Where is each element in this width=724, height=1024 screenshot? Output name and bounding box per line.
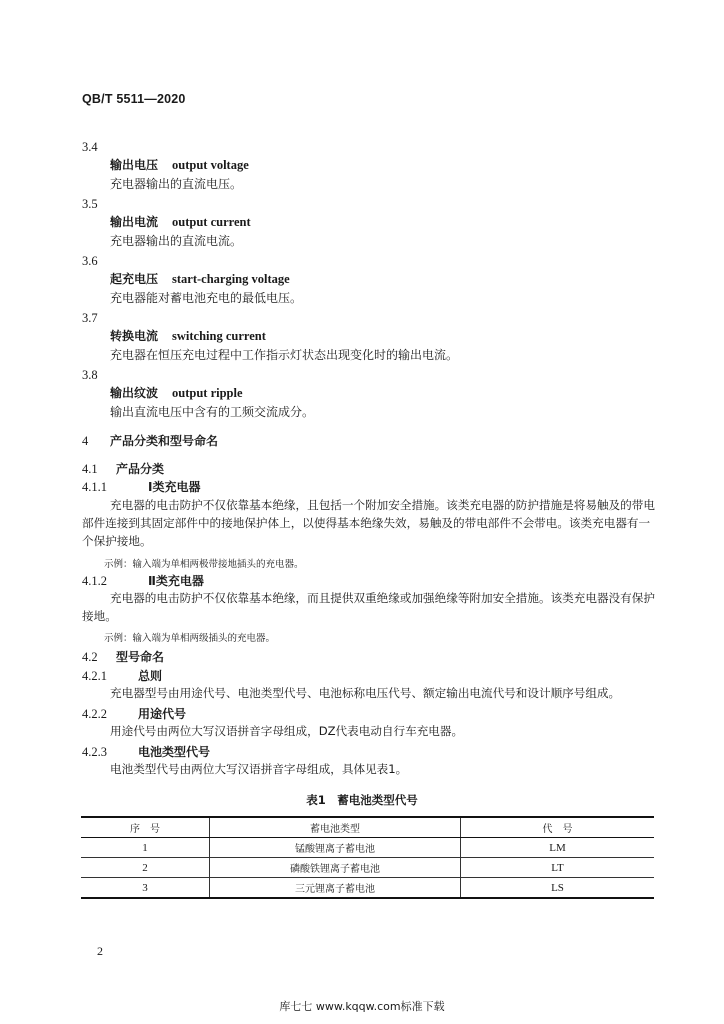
- clause-paragraph: 用途代号由两位大写汉语拼音字母组成，DZ代表电动自行车充电器。: [110, 724, 464, 738]
- term-number: 3.8: [82, 368, 98, 382]
- battery-type-table: [81, 816, 654, 899]
- clause-paragraph: 充电器的电击防护不仅依靠基本绝缘，而且提供双重绝缘或加强绝缘等附加安全措施。该类充电器没有保护接地。: [82, 591, 655, 623]
- clause-title: 电池类型代号: [138, 745, 211, 759]
- table-row: [81, 878, 654, 899]
- term-zh: 起充电压: [110, 272, 159, 286]
- term-number: 3.7: [82, 311, 98, 325]
- clause-title: Ⅱ类充电器: [148, 574, 204, 588]
- table-header-row: [81, 817, 654, 838]
- subsection-number: 4.1: [82, 462, 98, 476]
- term-zh: 转换电流: [110, 329, 159, 343]
- clause-number: 4.2.3: [82, 745, 107, 759]
- table-caption: 表1 蓄电池类型代号: [306, 793, 418, 807]
- clause-heading: [82, 743, 210, 760]
- term-zh: 输出纹波: [110, 386, 159, 400]
- term-definition: 充电器在恒压充电过程中工作指示灯状态出现变化时的输出电流。: [110, 348, 459, 362]
- example-note: 示例：输入端为单相两极带接地插头的充电器。: [104, 559, 304, 570]
- term-zh: 输出电流: [110, 215, 159, 229]
- term-en: switching current: [172, 329, 266, 343]
- subsection-title: 产品分类: [116, 462, 165, 476]
- term-en: start-charging voltage: [172, 272, 290, 286]
- table-cell: 锰酸锂离子蓄电池: [210, 838, 461, 858]
- subsection-number: 4.2: [82, 650, 98, 664]
- table-cell: 2: [81, 858, 210, 878]
- term-zh: 输出电压: [110, 158, 159, 172]
- clause-heading: [82, 667, 162, 684]
- term-number: 3.5: [82, 197, 98, 211]
- subsection-heading: [82, 460, 164, 477]
- clause-paragraph: 充电器的电击防护不仅依靠基本绝缘，且包括一个附加安全措施。该类充电器的防护措施是将易触及的带电部件连接到其固定部件中的接地保护体上，以使得基本绝缘失效，易触及的带电部件不会带电。该类充电器有一个保护接地。: [82, 498, 655, 548]
- term-definition: 充电器输出的直流电压。: [110, 177, 243, 191]
- section-title: 产品分类和型号命名: [110, 434, 219, 448]
- document-code: QB/T 5511—2020: [82, 92, 186, 106]
- term-title: [110, 384, 243, 401]
- term-title: [110, 270, 290, 287]
- term-en: output voltage: [172, 158, 249, 172]
- subsection-title: 型号命名: [116, 650, 165, 664]
- table-row: [81, 838, 654, 858]
- clause-paragraph: 电池类型代号由两位大写汉语拼音字母组成，具体见表1。: [110, 762, 408, 776]
- table-cell: 3: [81, 878, 210, 899]
- clause-title: 总则: [138, 669, 163, 683]
- clause-number: 4.1.2: [82, 574, 107, 588]
- column-header: 代 号: [461, 817, 655, 838]
- term-definition: 充电器能对蓄电池充电的最低电压。: [110, 291, 303, 305]
- clause-title: Ⅰ类充电器: [148, 480, 201, 494]
- clause-title: 用途代号: [138, 707, 187, 721]
- clause-heading: [82, 572, 204, 589]
- clause-heading: [82, 478, 200, 495]
- subsection-heading: [82, 648, 164, 665]
- term-en: output ripple: [172, 386, 243, 400]
- term-definition: 输出直流电压中含有的工频交流成分。: [110, 405, 315, 419]
- term-number: 3.6: [82, 254, 98, 268]
- page-number: 2: [97, 944, 103, 958]
- term-number: 3.4: [82, 140, 98, 154]
- clause-number: 4.2.2: [82, 707, 107, 721]
- term-definition: 充电器输出的直流电流。: [110, 234, 243, 248]
- clause-number: 4.2.1: [82, 669, 107, 683]
- clause-number: 4.1.1: [82, 480, 107, 494]
- section-number: 4: [82, 434, 89, 448]
- column-header: 蓄电池类型: [210, 817, 461, 838]
- column-header: 序 号: [81, 817, 210, 838]
- table-row: [81, 858, 654, 878]
- term-title: [110, 327, 266, 344]
- table-cell: 1: [81, 838, 210, 858]
- table-cell: 磷酸铁锂离子蓄电池: [210, 858, 461, 878]
- footer-watermark: 库七七 www.kqqw.com标准下载: [279, 1000, 445, 1013]
- example-note: 示例：输入端为单相两级插头的充电器。: [104, 633, 276, 644]
- term-en: output current: [172, 215, 251, 229]
- term-title: [110, 213, 251, 230]
- table-cell: 三元锂离子蓄电池: [210, 878, 461, 899]
- clause-paragraph: 充电器型号由用途代号、电池类型代号、电池标称电压代号、额定输出电流代号和设计顺序号组成。: [110, 686, 621, 700]
- term-title: [110, 156, 249, 173]
- table-cell: LM: [461, 838, 655, 858]
- table-cell: LT: [461, 858, 655, 878]
- table-cell: LS: [461, 878, 655, 899]
- clause-heading: [82, 705, 186, 722]
- section-heading: [82, 432, 218, 449]
